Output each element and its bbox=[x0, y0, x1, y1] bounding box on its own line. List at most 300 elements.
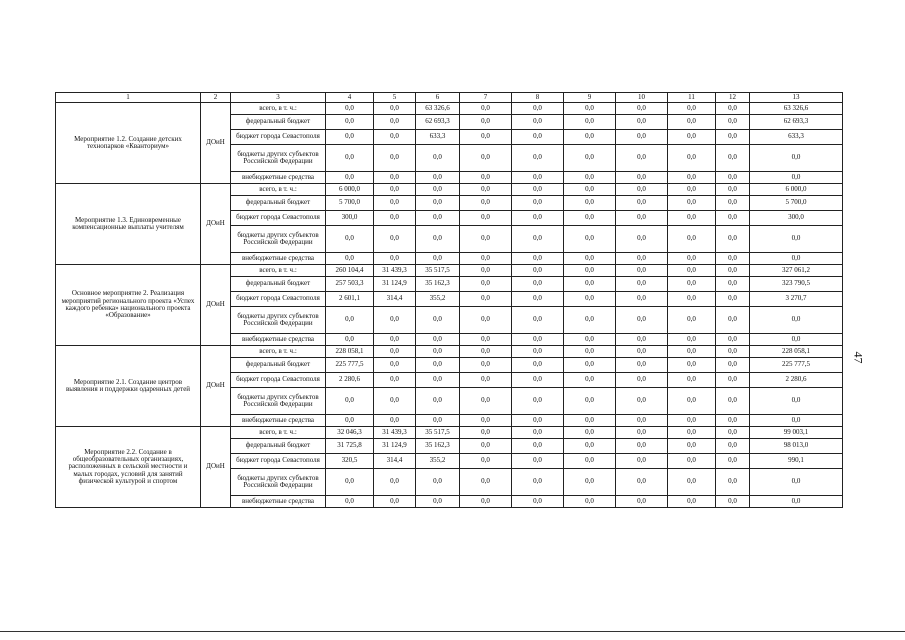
value-cell: 0,0 bbox=[564, 346, 616, 358]
value-cell: 63 326,6 bbox=[416, 103, 460, 115]
value-cell: 3 270,7 bbox=[750, 292, 843, 307]
value-cell: 0,0 bbox=[616, 427, 668, 439]
funding-source: бюджеты других субъектов Российской Федерации bbox=[231, 226, 326, 253]
value-cell: 0,0 bbox=[616, 130, 668, 145]
value-cell: 0,0 bbox=[750, 469, 843, 496]
funding-source: бюджет города Севастополя bbox=[231, 292, 326, 307]
value-cell: 31 439,3 bbox=[374, 427, 416, 439]
funding-source: всего, в т. ч.: bbox=[231, 184, 326, 196]
value-cell: 0,0 bbox=[716, 115, 750, 130]
value-cell: 0,0 bbox=[460, 439, 512, 454]
value-cell: 0,0 bbox=[668, 184, 716, 196]
value-cell: 0,0 bbox=[512, 184, 564, 196]
value-cell: 0,0 bbox=[512, 103, 564, 115]
value-cell: 990,1 bbox=[750, 454, 843, 469]
value-cell: 0,0 bbox=[716, 415, 750, 427]
funding-source: федеральный бюджет bbox=[231, 115, 326, 130]
value-cell: 0,0 bbox=[716, 373, 750, 388]
funding-source: внебюджетные средства bbox=[231, 334, 326, 346]
value-cell: 0,0 bbox=[374, 334, 416, 346]
value-cell: 0,0 bbox=[750, 334, 843, 346]
executor-cell: ДОиН bbox=[201, 103, 231, 184]
value-cell: 0,0 bbox=[460, 292, 512, 307]
value-cell: 99 003,1 bbox=[750, 427, 843, 439]
value-cell: 0,0 bbox=[668, 307, 716, 334]
value-cell: 0,0 bbox=[326, 334, 374, 346]
value-cell: 0,0 bbox=[374, 388, 416, 415]
value-cell: 0,0 bbox=[668, 469, 716, 496]
value-cell: 0,0 bbox=[374, 145, 416, 172]
value-cell: 320,5 bbox=[326, 454, 374, 469]
value-cell: 0,0 bbox=[564, 145, 616, 172]
value-cell: 0,0 bbox=[416, 145, 460, 172]
value-cell: 0,0 bbox=[716, 196, 750, 211]
value-cell: 31 725,8 bbox=[326, 439, 374, 454]
value-cell: 0,0 bbox=[512, 346, 564, 358]
value-cell: 0,0 bbox=[460, 211, 512, 226]
value-cell: 257 503,3 bbox=[326, 277, 374, 292]
value-cell: 0,0 bbox=[668, 439, 716, 454]
value-cell: 31 124,9 bbox=[374, 277, 416, 292]
value-cell: 0,0 bbox=[374, 103, 416, 115]
value-cell: 300,0 bbox=[750, 211, 843, 226]
header-cell: 3 bbox=[231, 93, 326, 103]
value-cell: 0,0 bbox=[326, 253, 374, 265]
value-cell: 0,0 bbox=[326, 115, 374, 130]
value-cell: 0,0 bbox=[616, 115, 668, 130]
value-cell: 0,0 bbox=[616, 415, 668, 427]
funding-source: внебюджетные средства bbox=[231, 415, 326, 427]
value-cell: 0,0 bbox=[716, 427, 750, 439]
value-cell: 0,0 bbox=[416, 226, 460, 253]
value-cell: 327 061,2 bbox=[750, 265, 843, 277]
value-cell: 0,0 bbox=[512, 253, 564, 265]
value-cell: 0,0 bbox=[416, 346, 460, 358]
value-cell: 0,0 bbox=[716, 334, 750, 346]
value-cell: 0,0 bbox=[564, 265, 616, 277]
value-cell: 0,0 bbox=[716, 388, 750, 415]
value-cell: 63 326,6 bbox=[750, 103, 843, 115]
value-cell: 0,0 bbox=[460, 388, 512, 415]
header-cell: 12 bbox=[716, 93, 750, 103]
executor-cell: ДОиН bbox=[201, 265, 231, 346]
value-cell: 0,0 bbox=[416, 373, 460, 388]
value-cell: 0,0 bbox=[512, 358, 564, 373]
value-cell: 0,0 bbox=[460, 373, 512, 388]
value-cell: 0,0 bbox=[668, 211, 716, 226]
header-cell: 10 bbox=[616, 93, 668, 103]
table-row bbox=[56, 265, 843, 277]
value-cell: 225 777,5 bbox=[750, 358, 843, 373]
value-cell: 0,0 bbox=[512, 172, 564, 184]
value-cell: 355,2 bbox=[416, 292, 460, 307]
value-cell: 633,3 bbox=[750, 130, 843, 145]
value-cell: 0,0 bbox=[564, 184, 616, 196]
value-cell: 0,0 bbox=[716, 184, 750, 196]
value-cell: 0,0 bbox=[716, 469, 750, 496]
value-cell: 0,0 bbox=[374, 469, 416, 496]
value-cell: 0,0 bbox=[564, 439, 616, 454]
funding-source: федеральный бюджет bbox=[231, 358, 326, 373]
value-cell: 0,0 bbox=[512, 334, 564, 346]
value-cell: 0,0 bbox=[512, 496, 564, 508]
value-cell: 0,0 bbox=[668, 346, 716, 358]
value-cell: 0,0 bbox=[616, 358, 668, 373]
funding-source: всего, в т. ч.: bbox=[231, 427, 326, 439]
value-cell: 0,0 bbox=[564, 427, 616, 439]
value-cell: 6 000,0 bbox=[326, 184, 374, 196]
value-cell: 0,0 bbox=[750, 388, 843, 415]
value-cell: 0,0 bbox=[512, 115, 564, 130]
value-cell: 0,0 bbox=[374, 496, 416, 508]
funding-source: федеральный бюджет bbox=[231, 439, 326, 454]
value-cell: 0,0 bbox=[616, 145, 668, 172]
value-cell: 0,0 bbox=[416, 196, 460, 211]
value-cell: 0,0 bbox=[668, 496, 716, 508]
value-cell: 0,0 bbox=[326, 469, 374, 496]
value-cell: 0,0 bbox=[460, 130, 512, 145]
value-cell: 0,0 bbox=[616, 265, 668, 277]
value-cell: 2 601,1 bbox=[326, 292, 374, 307]
value-cell: 0,0 bbox=[668, 172, 716, 184]
value-cell: 0,0 bbox=[668, 226, 716, 253]
value-cell: 0,0 bbox=[564, 277, 616, 292]
value-cell: 0,0 bbox=[616, 184, 668, 196]
value-cell: 0,0 bbox=[564, 103, 616, 115]
value-cell: 0,0 bbox=[416, 388, 460, 415]
value-cell: 228 058,1 bbox=[750, 346, 843, 358]
value-cell: 0,0 bbox=[512, 226, 564, 253]
page-number: 47 bbox=[851, 351, 866, 364]
value-cell: 0,0 bbox=[668, 373, 716, 388]
value-cell: 0,0 bbox=[668, 388, 716, 415]
funding-source: бюджет города Севастополя bbox=[231, 130, 326, 145]
value-cell: 633,3 bbox=[416, 130, 460, 145]
value-cell: 0,0 bbox=[460, 253, 512, 265]
value-cell: 5 700,0 bbox=[326, 196, 374, 211]
value-cell: 0,0 bbox=[416, 496, 460, 508]
value-cell: 0,0 bbox=[326, 103, 374, 115]
funding-source: федеральный бюджет bbox=[231, 277, 326, 292]
value-cell: 260 104,4 bbox=[326, 265, 374, 277]
value-cell: 0,0 bbox=[564, 454, 616, 469]
value-cell: 0,0 bbox=[716, 172, 750, 184]
value-cell: 0,0 bbox=[374, 115, 416, 130]
funding-source: бюджеты других субъектов Российской Федерации bbox=[231, 307, 326, 334]
value-cell: 300,0 bbox=[326, 211, 374, 226]
funding-source: бюджет города Севастополя bbox=[231, 454, 326, 469]
value-cell: 35 517,5 bbox=[416, 265, 460, 277]
value-cell: 314,4 bbox=[374, 454, 416, 469]
value-cell: 0,0 bbox=[716, 307, 750, 334]
value-cell: 0,0 bbox=[326, 145, 374, 172]
value-cell: 0,0 bbox=[616, 277, 668, 292]
funding-source: бюджет города Севастополя bbox=[231, 373, 326, 388]
value-cell: 0,0 bbox=[326, 388, 374, 415]
value-cell: 0,0 bbox=[616, 346, 668, 358]
value-cell: 0,0 bbox=[460, 334, 512, 346]
value-cell: 0,0 bbox=[460, 226, 512, 253]
value-cell: 0,0 bbox=[564, 211, 616, 226]
value-cell: 0,0 bbox=[512, 130, 564, 145]
value-cell: 0,0 bbox=[716, 103, 750, 115]
funding-source: бюджеты других субъектов Российской Федерации bbox=[231, 388, 326, 415]
value-cell: 0,0 bbox=[750, 415, 843, 427]
value-cell: 62 693,3 bbox=[416, 115, 460, 130]
value-cell: 0,0 bbox=[668, 415, 716, 427]
value-cell: 0,0 bbox=[374, 196, 416, 211]
value-cell: 0,0 bbox=[512, 265, 564, 277]
header-cell: 13 bbox=[750, 93, 843, 103]
value-cell: 0,0 bbox=[416, 469, 460, 496]
value-cell: 0,0 bbox=[668, 454, 716, 469]
value-cell: 0,0 bbox=[564, 292, 616, 307]
value-cell: 0,0 bbox=[374, 346, 416, 358]
value-cell: 0,0 bbox=[668, 358, 716, 373]
value-cell: 0,0 bbox=[460, 469, 512, 496]
activity-name: Мероприятие 1.3. Единовременные компенсационные выплаты учителям bbox=[56, 184, 201, 265]
value-cell: 0,0 bbox=[616, 439, 668, 454]
value-cell: 0,0 bbox=[460, 277, 512, 292]
value-cell: 0,0 bbox=[512, 439, 564, 454]
value-cell: 0,0 bbox=[716, 496, 750, 508]
value-cell: 0,0 bbox=[512, 307, 564, 334]
value-cell: 0,0 bbox=[374, 415, 416, 427]
header-cell: 11 bbox=[668, 93, 716, 103]
value-cell: 0,0 bbox=[460, 415, 512, 427]
header-cell: 7 bbox=[460, 93, 512, 103]
value-cell: 0,0 bbox=[616, 496, 668, 508]
header-row bbox=[56, 93, 843, 103]
value-cell: 0,0 bbox=[416, 307, 460, 334]
value-cell: 0,0 bbox=[750, 253, 843, 265]
value-cell: 355,2 bbox=[416, 454, 460, 469]
activity-name: Основное мероприятие 2. Реализация мероприятий регионального проекта «Успех каждого ребенка» национального проекта «Образование» bbox=[56, 265, 201, 346]
value-cell: 0,0 bbox=[512, 415, 564, 427]
value-cell: 0,0 bbox=[512, 211, 564, 226]
value-cell: 0,0 bbox=[416, 358, 460, 373]
value-cell: 0,0 bbox=[668, 145, 716, 172]
value-cell: 0,0 bbox=[564, 358, 616, 373]
header-cell: 4 bbox=[326, 93, 374, 103]
activity-name: Мероприятие 2.1. Создание центров выявления и поддержки одаренных детей bbox=[56, 346, 201, 427]
value-cell: 0,0 bbox=[512, 427, 564, 439]
value-cell: 0,0 bbox=[564, 307, 616, 334]
value-cell: 0,0 bbox=[512, 388, 564, 415]
value-cell: 0,0 bbox=[564, 130, 616, 145]
executor-cell: ДОиН bbox=[201, 427, 231, 508]
value-cell: 0,0 bbox=[326, 172, 374, 184]
value-cell: 35 517,5 bbox=[416, 427, 460, 439]
value-cell: 0,0 bbox=[616, 292, 668, 307]
value-cell: 225 777,5 bbox=[326, 358, 374, 373]
funding-source: всего, в т. ч.: bbox=[231, 346, 326, 358]
value-cell: 0,0 bbox=[460, 496, 512, 508]
value-cell: 0,0 bbox=[460, 454, 512, 469]
value-cell: 314,4 bbox=[374, 292, 416, 307]
value-cell: 0,0 bbox=[564, 415, 616, 427]
funding-source: бюджет города Севастополя bbox=[231, 211, 326, 226]
value-cell: 0,0 bbox=[750, 172, 843, 184]
value-cell: 0,0 bbox=[460, 184, 512, 196]
funding-source: внебюджетные средства bbox=[231, 253, 326, 265]
value-cell: 62 693,3 bbox=[750, 115, 843, 130]
header-cell: 8 bbox=[512, 93, 564, 103]
value-cell: 0,0 bbox=[616, 469, 668, 496]
value-cell: 0,0 bbox=[716, 346, 750, 358]
value-cell: 0,0 bbox=[374, 226, 416, 253]
value-cell: 0,0 bbox=[750, 226, 843, 253]
value-cell: 0,0 bbox=[374, 307, 416, 334]
value-cell: 0,0 bbox=[512, 373, 564, 388]
value-cell: 0,0 bbox=[416, 334, 460, 346]
value-cell: 0,0 bbox=[460, 307, 512, 334]
value-cell: 0,0 bbox=[326, 496, 374, 508]
value-cell: 0,0 bbox=[460, 346, 512, 358]
value-cell: 5 700,0 bbox=[750, 196, 843, 211]
value-cell: 0,0 bbox=[326, 415, 374, 427]
value-cell: 0,0 bbox=[374, 184, 416, 196]
value-cell: 0,0 bbox=[460, 265, 512, 277]
value-cell: 0,0 bbox=[616, 172, 668, 184]
value-cell: 0,0 bbox=[564, 496, 616, 508]
value-cell: 0,0 bbox=[460, 427, 512, 439]
value-cell: 0,0 bbox=[616, 334, 668, 346]
value-cell: 228 058,1 bbox=[326, 346, 374, 358]
value-cell: 0,0 bbox=[374, 358, 416, 373]
value-cell: 0,0 bbox=[668, 265, 716, 277]
value-cell: 35 162,3 bbox=[416, 277, 460, 292]
value-cell: 0,0 bbox=[668, 334, 716, 346]
value-cell: 0,0 bbox=[716, 358, 750, 373]
value-cell: 0,0 bbox=[374, 172, 416, 184]
executor-cell: ДОиН bbox=[201, 346, 231, 427]
funding-source: внебюджетные средства bbox=[231, 172, 326, 184]
value-cell: 0,0 bbox=[716, 292, 750, 307]
value-cell: 0,0 bbox=[512, 145, 564, 172]
value-cell: 0,0 bbox=[512, 292, 564, 307]
value-cell: 0,0 bbox=[750, 307, 843, 334]
header-cell: 9 bbox=[564, 93, 616, 103]
value-cell: 0,0 bbox=[716, 454, 750, 469]
value-cell: 0,0 bbox=[716, 439, 750, 454]
value-cell: 0,0 bbox=[460, 103, 512, 115]
value-cell: 0,0 bbox=[512, 277, 564, 292]
value-cell: 0,0 bbox=[564, 172, 616, 184]
value-cell: 0,0 bbox=[668, 427, 716, 439]
value-cell: 0,0 bbox=[460, 145, 512, 172]
value-cell: 0,0 bbox=[750, 496, 843, 508]
value-cell: 0,0 bbox=[716, 211, 750, 226]
value-cell: 0,0 bbox=[416, 172, 460, 184]
table-row bbox=[56, 103, 843, 115]
value-cell: 32 046,3 bbox=[326, 427, 374, 439]
funding-source: бюджеты других субъектов Российской Федерации bbox=[231, 145, 326, 172]
value-cell: 0,0 bbox=[326, 226, 374, 253]
value-cell: 0,0 bbox=[616, 226, 668, 253]
funding-source: бюджеты других субъектов Российской Федерации bbox=[231, 469, 326, 496]
value-cell: 0,0 bbox=[374, 211, 416, 226]
header-cell: 1 bbox=[56, 93, 201, 103]
activity-name: Мероприятие 1.2. Создание детских технопарков «Кванториум» bbox=[56, 103, 201, 184]
value-cell: 0,0 bbox=[668, 103, 716, 115]
value-cell: 0,0 bbox=[668, 196, 716, 211]
value-cell: 0,0 bbox=[616, 454, 668, 469]
value-cell: 0,0 bbox=[564, 334, 616, 346]
value-cell: 0,0 bbox=[564, 469, 616, 496]
value-cell: 0,0 bbox=[564, 373, 616, 388]
value-cell: 0,0 bbox=[716, 253, 750, 265]
value-cell: 31 439,3 bbox=[374, 265, 416, 277]
value-cell: 0,0 bbox=[564, 115, 616, 130]
value-cell: 0,0 bbox=[512, 196, 564, 211]
budget-table bbox=[55, 92, 843, 508]
value-cell: 0,0 bbox=[616, 388, 668, 415]
value-cell: 0,0 bbox=[668, 292, 716, 307]
header-cell: 2 bbox=[201, 93, 231, 103]
value-cell: 0,0 bbox=[668, 277, 716, 292]
value-cell: 0,0 bbox=[374, 130, 416, 145]
value-cell: 0,0 bbox=[564, 388, 616, 415]
funding-source: всего, в т. ч.: bbox=[231, 103, 326, 115]
value-cell: 0,0 bbox=[512, 454, 564, 469]
value-cell: 0,0 bbox=[716, 130, 750, 145]
value-cell: 0,0 bbox=[374, 253, 416, 265]
value-cell: 2 280,6 bbox=[750, 373, 843, 388]
value-cell: 0,0 bbox=[616, 253, 668, 265]
header-cell: 5 bbox=[374, 93, 416, 103]
value-cell: 0,0 bbox=[564, 226, 616, 253]
funding-source: внебюджетные средства bbox=[231, 496, 326, 508]
scan-edge-line bbox=[0, 631, 905, 632]
value-cell: 98 013,0 bbox=[750, 439, 843, 454]
value-cell: 0,0 bbox=[668, 253, 716, 265]
value-cell: 0,0 bbox=[460, 196, 512, 211]
value-cell: 0,0 bbox=[326, 130, 374, 145]
table-row bbox=[56, 346, 843, 358]
value-cell: 0,0 bbox=[416, 184, 460, 196]
value-cell: 0,0 bbox=[616, 103, 668, 115]
table-row bbox=[56, 184, 843, 196]
value-cell: 0,0 bbox=[512, 469, 564, 496]
activity-name: Мероприятие 2.2. Создание в общеобразовательных организациях, расположенных в сельской местности и малых городах, условий для занятий физической культурой и спортом bbox=[56, 427, 201, 508]
value-cell: 0,0 bbox=[616, 307, 668, 334]
funding-source: федеральный бюджет bbox=[231, 196, 326, 211]
value-cell: 0,0 bbox=[416, 211, 460, 226]
value-cell: 0,0 bbox=[460, 358, 512, 373]
value-cell: 6 000,0 bbox=[750, 184, 843, 196]
value-cell: 0,0 bbox=[564, 196, 616, 211]
value-cell: 0,0 bbox=[716, 265, 750, 277]
value-cell: 0,0 bbox=[460, 172, 512, 184]
value-cell: 0,0 bbox=[616, 211, 668, 226]
value-cell: 0,0 bbox=[374, 373, 416, 388]
value-cell: 0,0 bbox=[416, 253, 460, 265]
value-cell: 0,0 bbox=[616, 373, 668, 388]
funding-source: всего, в т. ч.: bbox=[231, 265, 326, 277]
executor-cell: ДОиН bbox=[201, 184, 231, 265]
value-cell: 0,0 bbox=[460, 115, 512, 130]
value-cell: 0,0 bbox=[326, 307, 374, 334]
value-cell: 0,0 bbox=[750, 145, 843, 172]
value-cell: 0,0 bbox=[668, 115, 716, 130]
value-cell: 0,0 bbox=[716, 277, 750, 292]
header-cell: 6 bbox=[416, 93, 460, 103]
table-body bbox=[56, 103, 843, 508]
value-cell: 31 124,9 bbox=[374, 439, 416, 454]
value-cell: 0,0 bbox=[616, 196, 668, 211]
value-cell: 2 280,6 bbox=[326, 373, 374, 388]
